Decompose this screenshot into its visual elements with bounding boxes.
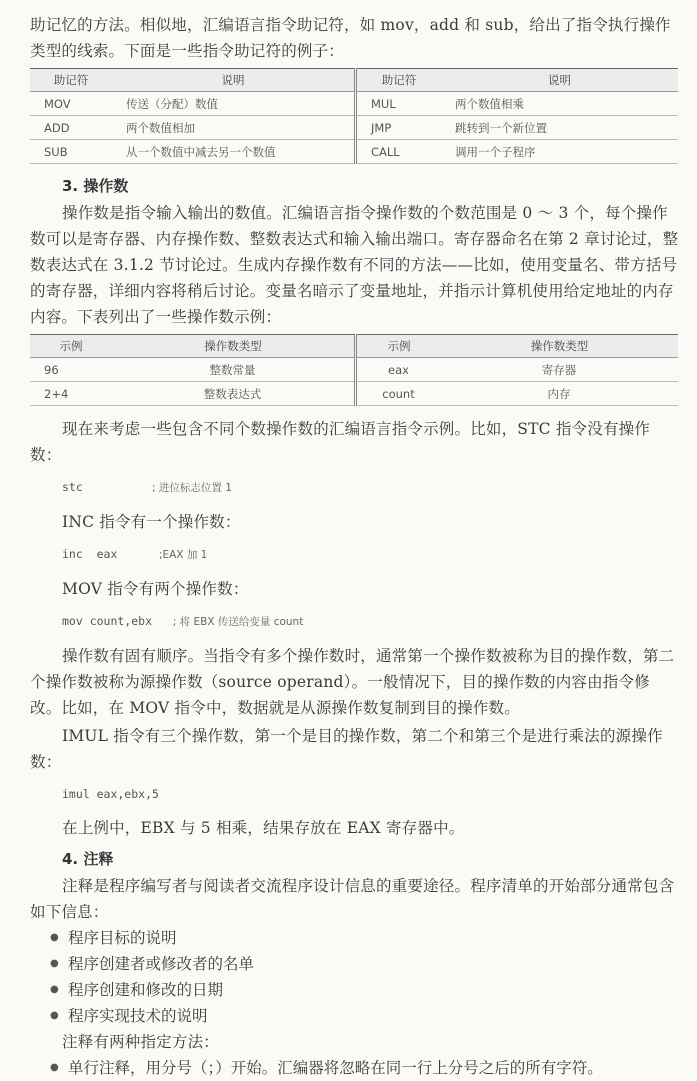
mov-paragraph: MOV 指令有两个操作数：: [62, 580, 249, 598]
list-item: ● 程序实现技术的说明: [68, 1003, 679, 1029]
table-cell: eax: [356, 358, 442, 382]
table-row: [30, 116, 678, 140]
stc-paragraph: 现在来考虑一些包含不同个数操作数的汇编语言指令示例。比如，STC 指令没有操作数：: [30, 420, 651, 464]
comments-paragraph: 注释是程序编写者与阅读者交流程序设计信息的重要途径。程序清单的开始部分通常包含如下信息：: [30, 877, 675, 921]
table-header: 示例: [356, 335, 442, 358]
table-cell: MOV: [30, 92, 112, 116]
table-row: [30, 140, 678, 164]
table-header-row: [30, 335, 678, 358]
table-cell: 调用一个子程序: [441, 140, 678, 164]
code-mov: [62, 610, 679, 633]
table-header: 操作数类型: [112, 335, 356, 358]
table-row: [30, 92, 678, 116]
code-comment: ; 进位标志位置 1: [152, 482, 232, 494]
comment-methods-paragraph: 注释有两种指定方法：: [62, 1033, 220, 1051]
operand-paragraph: 操作数是指令输入输出的数值。汇编语言指令操作数的个数范围是 0 ～ 3 个，每个操作数可以是寄存器、内存操作数、整数表达式和输入输出端口。寄存器命名在第 2 章讨论过，整数表达式在 3.1.2 节讨论过。生成内存操作数有不同的方法——比如，使用变量名、带方括号的寄存器，详细内容将稍后讨论。变量名暗示了变量地址，并指示计算机使用给定地址的内存内容。下表列出了一些操作数示例：: [30, 204, 679, 326]
table-header: 助记符: [356, 69, 442, 92]
code-text: stc: [62, 480, 153, 494]
table-cell: 从一个数值中减去另一个数值: [112, 140, 356, 164]
list-item: ● 单行注释，用分号（；）开始。汇编器将忽略在同一行上分号之后的所有字符。: [68, 1055, 679, 1081]
table-cell: count: [356, 382, 442, 406]
table-header: 说明: [441, 69, 678, 92]
mnemonic-table: [30, 68, 678, 164]
table-cell: 寄存器: [441, 358, 678, 382]
table-row: [30, 358, 678, 382]
code-stc: [62, 476, 679, 499]
table-header: 助记符: [30, 69, 112, 92]
list-item: ● 程序创建和修改的日期: [68, 977, 679, 1003]
table-header: 操作数类型: [441, 335, 678, 358]
imul-result-paragraph: 在上例中，EBX 与 5 相乘，结果存放在 EAX 寄存器中。: [62, 819, 465, 837]
table-cell: 跳转到一个新位置: [441, 116, 678, 140]
table-cell: 传送（分配）数值: [112, 92, 356, 116]
table-cell: SUB: [30, 140, 112, 164]
imul-paragraph: IMUL 指令有三个操作数，第一个是目的操作数，第二个和第三个是进行乘法的源操作数：: [30, 727, 663, 771]
code-text: imul eax,ebx,5: [62, 787, 159, 801]
section-heading: 3. 操作数: [62, 177, 129, 195]
code-inc: [62, 543, 679, 566]
code-imul: [62, 783, 679, 805]
table-cell: CALL: [356, 140, 442, 164]
table-cell: 2+4: [30, 382, 112, 406]
table-cell: 96: [30, 358, 112, 382]
table-cell: 两个数值相乘: [441, 92, 678, 116]
order-paragraph: 操作数有固有顺序。当指令有多个操作数时，通常第一个操作数被称为目的操作数，第二个操作数被称为源操作数（source operand）。一般情况下，目的操作数的内容由指令修改。比如，在 MOV 指令中，数据就是从源操作数复制到目的操作数。: [30, 647, 675, 717]
table-row: [30, 382, 678, 406]
table-cell: 内存: [441, 382, 678, 406]
table-header-row: [30, 69, 678, 92]
operand-table: [30, 334, 678, 406]
list-item: ● 程序目标的说明: [68, 925, 679, 951]
section-heading: 4. 注释: [62, 850, 114, 868]
table-cell: 整数常量: [112, 358, 356, 382]
code-text: inc eax: [62, 547, 159, 561]
table-cell: MUL: [356, 92, 442, 116]
comment-methods-list: [30, 1055, 679, 1081]
table-header: 示例: [30, 335, 112, 358]
inc-paragraph: INC 指令有一个操作数：: [62, 513, 241, 531]
comments-bullet-list: [30, 925, 679, 1029]
code-comment: ;EAX 加 1: [158, 549, 208, 561]
code-text: mov count,ebx: [62, 614, 173, 628]
table-cell: JMP: [356, 116, 442, 140]
table-cell: ADD: [30, 116, 112, 140]
table-cell: 两个数值相加: [112, 116, 356, 140]
code-comment: ; 将 EBX 传送给变量 count: [172, 616, 304, 628]
table-cell: 整数表达式: [112, 382, 356, 406]
table-header: 说明: [112, 69, 356, 92]
intro-paragraph: 助记忆的方法。相似地，汇编语言指令助记符，如 mov，add 和 sub，给出了指令执行操作类型的线索。下面是一些指令助记符的例子：: [30, 16, 671, 60]
list-item: ● 程序创建者或修改者的名单: [68, 951, 679, 977]
